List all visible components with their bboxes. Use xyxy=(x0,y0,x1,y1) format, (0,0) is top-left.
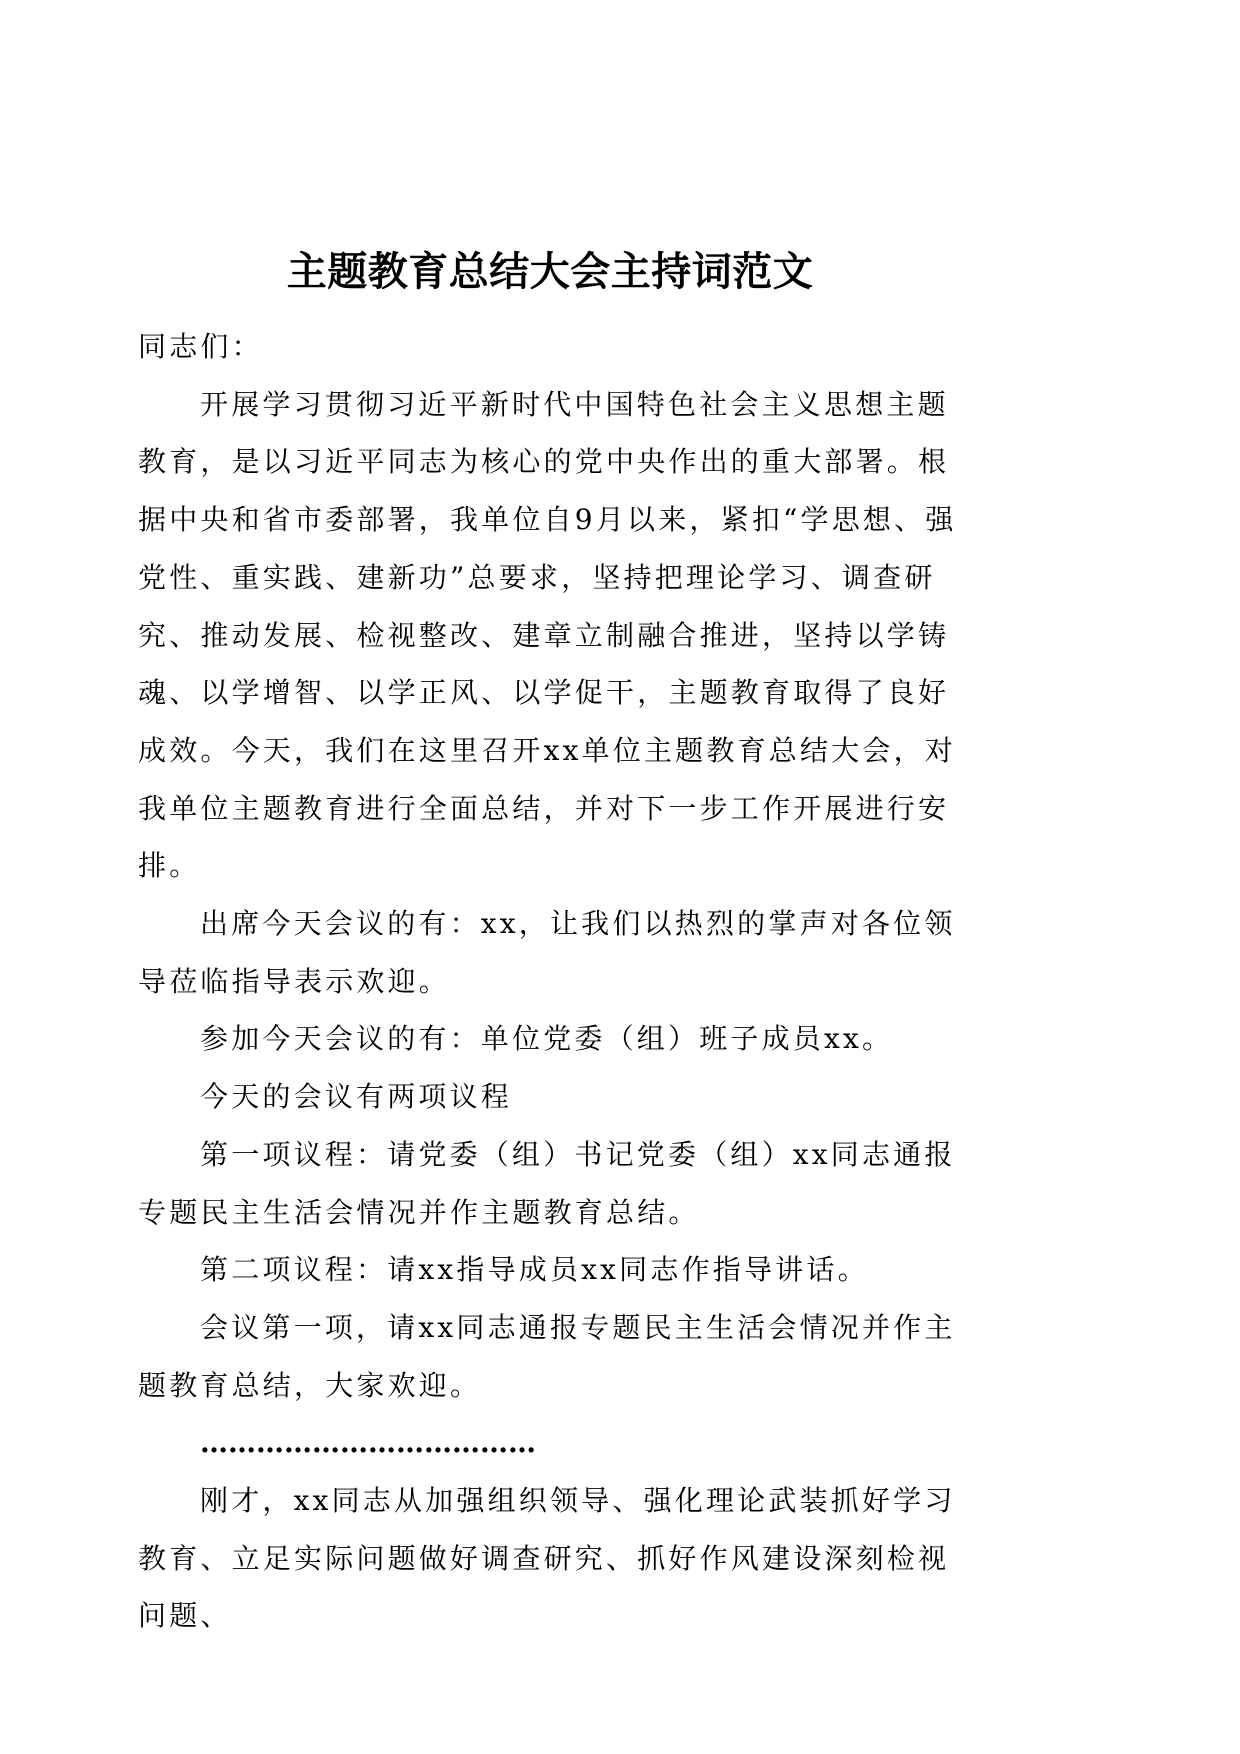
paragraph-attending-leaders: 出席今天会议的有：xx，让我们以热烈的掌声对各位领导莅临指导表示欢迎。 xyxy=(138,907,956,998)
document-body xyxy=(138,318,958,1645)
document-title: 主题教育总结大会主持词范文 xyxy=(286,249,814,295)
paragraph-agenda-item-2: 第二项议程：请xx指导成员xx同志作指导讲话。 xyxy=(200,1253,869,1287)
paragraph-agenda-intro: 今天的会议有两项议程 xyxy=(200,1080,513,1114)
paragraph-first-item-call: 会议第一项，请xx同志通报专题民主生活会情况并作主题教育总结，大家欢迎。 xyxy=(138,1310,956,1402)
paragraph-closing: 刚才，xx同志从加强组织领导、强化理论武装抓好学习教育、立足实际问题做好调查研究、抓好作风建设深刻检视问题、 xyxy=(138,1484,956,1633)
ellipsis-separator: ……………………………… xyxy=(200,1426,536,1460)
paragraph-intro: 开展学习贯彻习近平新时代中国特色社会主义思想主题教育，是以习近平同志为核心的党中央作出的重大部署。根据中央和省市委部署，我单位自9月以来，紧扣“学思想、强党性、重实践、建新功”总要求，坚持把理论学习、调查研究、推动发展、检视整改、建章立制融合推进，坚持以学铸魂、以学增智、以学正风、以学促干，主题教育取得了良好成效。今天，我们在这里召开xx单位主题教育总结大会，对我单位主题教育进行全面总结，并对下一步工作开展进行安排。 xyxy=(138,387,957,883)
paragraph-participants: 参加今天会议的有：单位党委（组）班子成员xx。 xyxy=(200,1022,894,1056)
paragraph-agenda-item-1: 第一项议程：请党委（组）书记党委（组）xx同志通报专题民主生活会情况并作主题教育总结。 xyxy=(138,1137,956,1229)
salutation: 同志们： xyxy=(138,330,263,363)
